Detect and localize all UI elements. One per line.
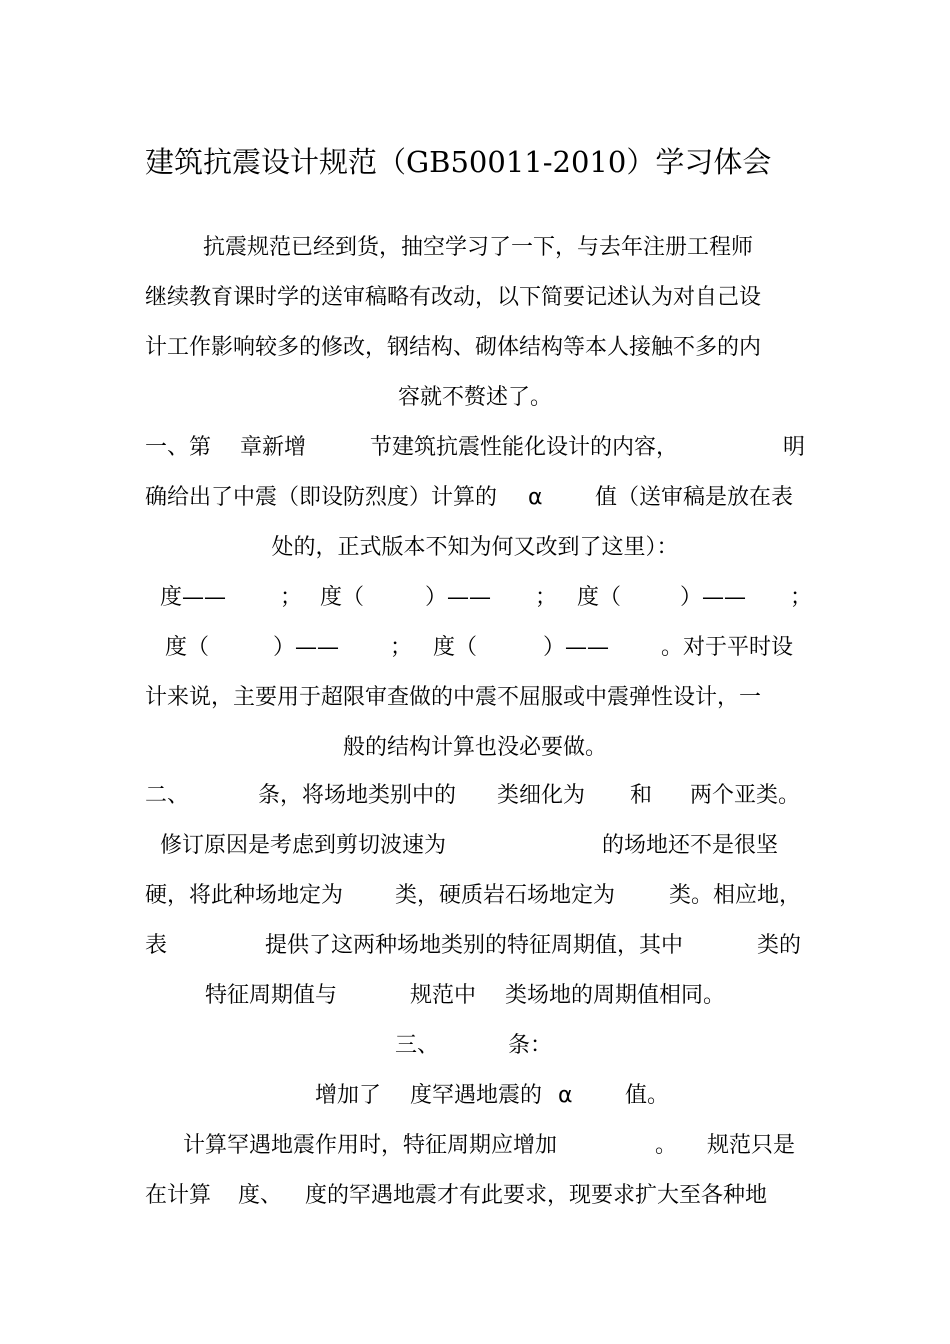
- s3-heading: 三、 条：: [395, 1033, 553, 1058]
- s3-line-3: 在计算 度、 度的罕遇地震才有此要求，现要求扩大至各种地: [145, 1183, 768, 1208]
- intro-line-3: 计工作影响较多的修改，钢结构、砌体结构等本人接触不多的内: [145, 335, 762, 360]
- s1-line-7: 般的结构计算也没必要做。: [342, 735, 607, 760]
- s2-line-2: 修订原因是考虑到剪切波速为 的场地还不是很坚: [160, 833, 779, 858]
- intro-line-4: 容就不赘述了。: [397, 385, 552, 410]
- s1-line-4: 度—— ； 度（ ）—— ； 度（ ）—— ；: [160, 585, 813, 610]
- s1-line-3: 处的，正式版本不知为何又改到了这里）：: [271, 535, 679, 560]
- document-title: 建筑抗震设计规范（GB50011-2010）学习体会: [145, 145, 772, 179]
- s2-line-5: 特征周期值与 规范中 类场地的周期值相同。: [205, 983, 726, 1008]
- s1-line-2: 确给出了中震（即设防烈度）计算的 α 值（送审稿是放在表: [145, 473, 805, 523]
- s1-line-6: 计来说，主要用于超限审查做的中震不屈服或中震弹性设计，一: [145, 685, 762, 710]
- intro-line-2: 继续教育课时学的送审稿略有改动，以下简要记述认为对自己设: [145, 285, 762, 310]
- alpha-symbol: α: [528, 485, 543, 510]
- alpha-symbol: α: [558, 1083, 573, 1108]
- s2-line-1: 二、 条，将场地类别中的 类细化为 和 两个亚类。: [145, 783, 801, 808]
- intro-line-1: 抗震规范已经到货，抽空学习了一下，与去年注册工程师: [203, 235, 754, 260]
- s1-line-1: 一、第 章新增 节建筑抗震性能化设计的内容， 明: [145, 435, 806, 460]
- s3-line-1: 增加了 度罕遇地震的 α 值。: [145, 1071, 805, 1121]
- s2-line-4: 表 提供了这两种场地类别的特征周期值，其中 类的: [145, 933, 802, 958]
- s1-line-5: 度（ ）—— ； 度（ ）—— 。对于平时设: [165, 635, 794, 660]
- s2-line-3: 硬，将此种场地定为 类，硬质岩石场地定为 类。相应地，: [145, 883, 802, 908]
- s3-line-2: 计算罕遇地震作用时，特征周期应增加 。 规范只是: [183, 1133, 796, 1158]
